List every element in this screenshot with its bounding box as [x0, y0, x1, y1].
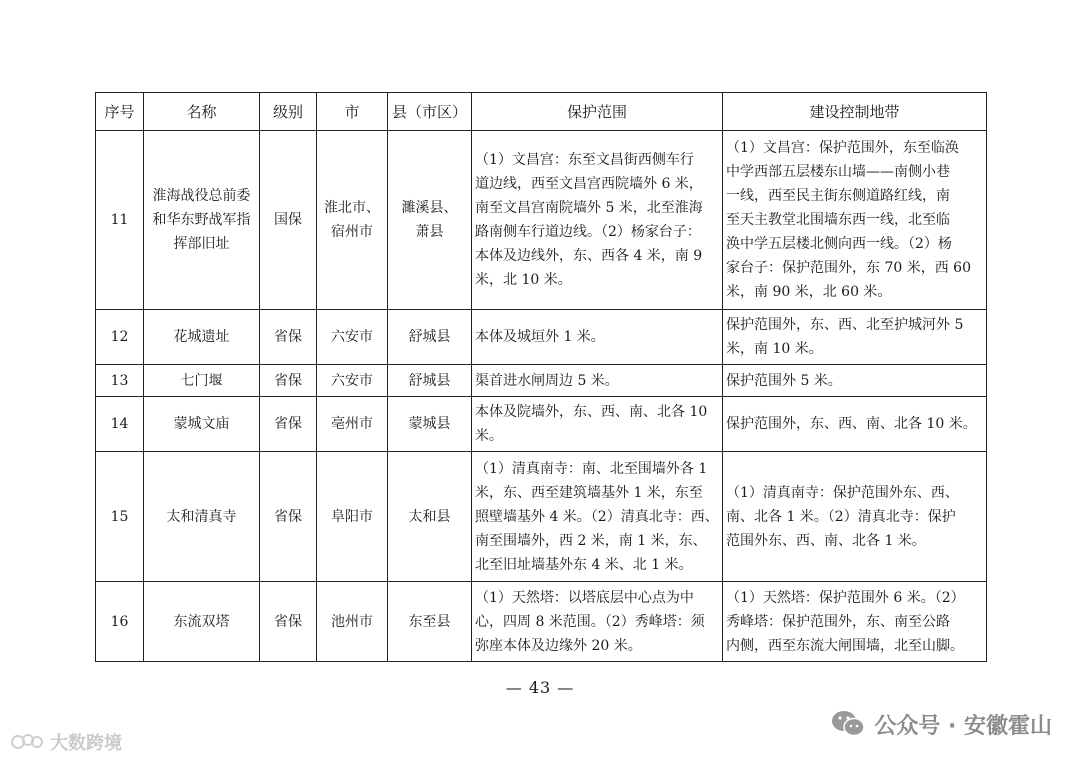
col-header-level: 级别	[260, 93, 317, 131]
protection-level: 省保	[260, 582, 317, 662]
table-row	[96, 310, 987, 365]
city: 亳州市	[317, 397, 388, 452]
site-name: 太和清真寺	[144, 452, 260, 582]
table-row	[96, 131, 987, 310]
table-row	[96, 452, 987, 582]
table-row	[96, 397, 987, 452]
county: 太和县	[388, 452, 472, 582]
control-zone: （1）天然塔：保护范围外 6 米。（2） 秀峰塔：保护范围外，东、南至公路 内侧，西至东流大闸围墙，北至山脚。	[723, 582, 987, 662]
control-zone: （1）清真南寺：保护范围外东、西、 南、北各 1 米。（2）清真北寺：保护 范围外东、西、南、北各 1 米。	[723, 452, 987, 582]
protection-level: 省保	[260, 452, 317, 582]
col-header-index: 序号	[96, 93, 144, 131]
county: 濉溪县、 萧县	[388, 131, 472, 310]
col-header-protection: 保护范围	[472, 93, 723, 131]
wechat-icon	[830, 708, 866, 740]
protection-scope: 本体及院墙外，东、西、南、北各 10 米。	[472, 397, 723, 452]
protection-scope: （1）清真南寺：南、北至围墙外各 1 米，东、西至建筑墙基外 1 米，东至 照壁墙基外 4 米。（2）清真北寺：西、 南至围墙外，西 2 米，南 1 米，东、 北至旧址墙基外东 4 米、北 1 米。	[472, 452, 723, 582]
col-header-city: 市	[317, 93, 388, 131]
protection-scope: （1）文昌宫：东至文昌街西侧车行 道边线，西至文昌宫西院墙外 6 米， 南至文昌宫南院墙外 5 米，北至淮海 路南侧车行道边线。（2）杨家台子： 本体及边线外，东、西各 4 米，南 9 米，北 10 米。	[472, 131, 723, 310]
site-name: 东流双塔	[144, 582, 260, 662]
protection-level: 省保	[260, 310, 317, 365]
col-header-county: 县（市区）	[388, 93, 472, 131]
row-index: 14	[96, 397, 144, 452]
city: 池州市	[317, 582, 388, 662]
row-index: 11	[96, 131, 144, 310]
site-name: 花城遗址	[144, 310, 260, 365]
control-zone: （1）文昌宫：保护范围外，东至临涣 中学西部五层楼东山墙——南侧小巷 一线，西至民主街东侧道路红线，南 至天主教堂北围墙东西一线，北至临 涣中学五层楼北侧向西一线。（2）杨 家台子：保护范围外，东 70 米，西 60 米，南 90 米，北 60 米。	[723, 131, 987, 310]
protection-scope: 本体及城垣外 1 米。	[472, 310, 723, 365]
table-row	[96, 582, 987, 662]
county: 舒城县	[388, 310, 472, 365]
city: 六安市	[317, 310, 388, 365]
row-index: 16	[96, 582, 144, 662]
protection-scope: （1）天然塔：以塔底层中心点为中 心，四周 8 米范围。（2）秀峰塔：须 弥座本体及边缘外 20 米。	[472, 582, 723, 662]
protection-level: 省保	[260, 397, 317, 452]
watermark-left-text: 大数跨境	[50, 733, 122, 754]
county: 蒙城县	[388, 397, 472, 452]
site-name: 七门堰	[144, 365, 260, 397]
control-zone: 保护范围外 5 米。	[723, 365, 987, 397]
col-header-control: 建设控制地带	[723, 93, 987, 131]
site-name: 蒙城文庙	[144, 397, 260, 452]
row-index: 12	[96, 310, 144, 365]
protection-level: 省保	[260, 365, 317, 397]
control-zone: 保护范围外，东、西、南、北各 10 米。	[723, 397, 987, 452]
county: 东至县	[388, 582, 472, 662]
logo-icon	[10, 732, 44, 752]
control-zone: 保护范围外，东、西、北至护城河外 5 米，南 10 米。	[723, 310, 987, 365]
watermark-right-text: 公众号 · 安徽霍山	[874, 713, 1052, 739]
city: 阜阳市	[317, 452, 388, 582]
watermark-left	[10, 728, 122, 756]
col-header-name: 名称	[144, 93, 260, 131]
page-number: — 43 —	[505, 678, 575, 697]
header-row	[96, 93, 987, 131]
protection-scope: 渠首进水闸周边 5 米。	[472, 365, 723, 397]
protection-level: 国保	[260, 131, 317, 310]
city: 六安市	[317, 365, 388, 397]
watermark-right	[830, 704, 1052, 744]
row-index: 13	[96, 365, 144, 397]
county: 舒城县	[388, 365, 472, 397]
heritage-table	[95, 92, 987, 662]
site-name: 淮海战役总前委 和华东野战军指 挥部旧址	[144, 131, 260, 310]
table-row	[96, 365, 987, 397]
row-index: 15	[96, 452, 144, 582]
city: 淮北市、 宿州市	[317, 131, 388, 310]
